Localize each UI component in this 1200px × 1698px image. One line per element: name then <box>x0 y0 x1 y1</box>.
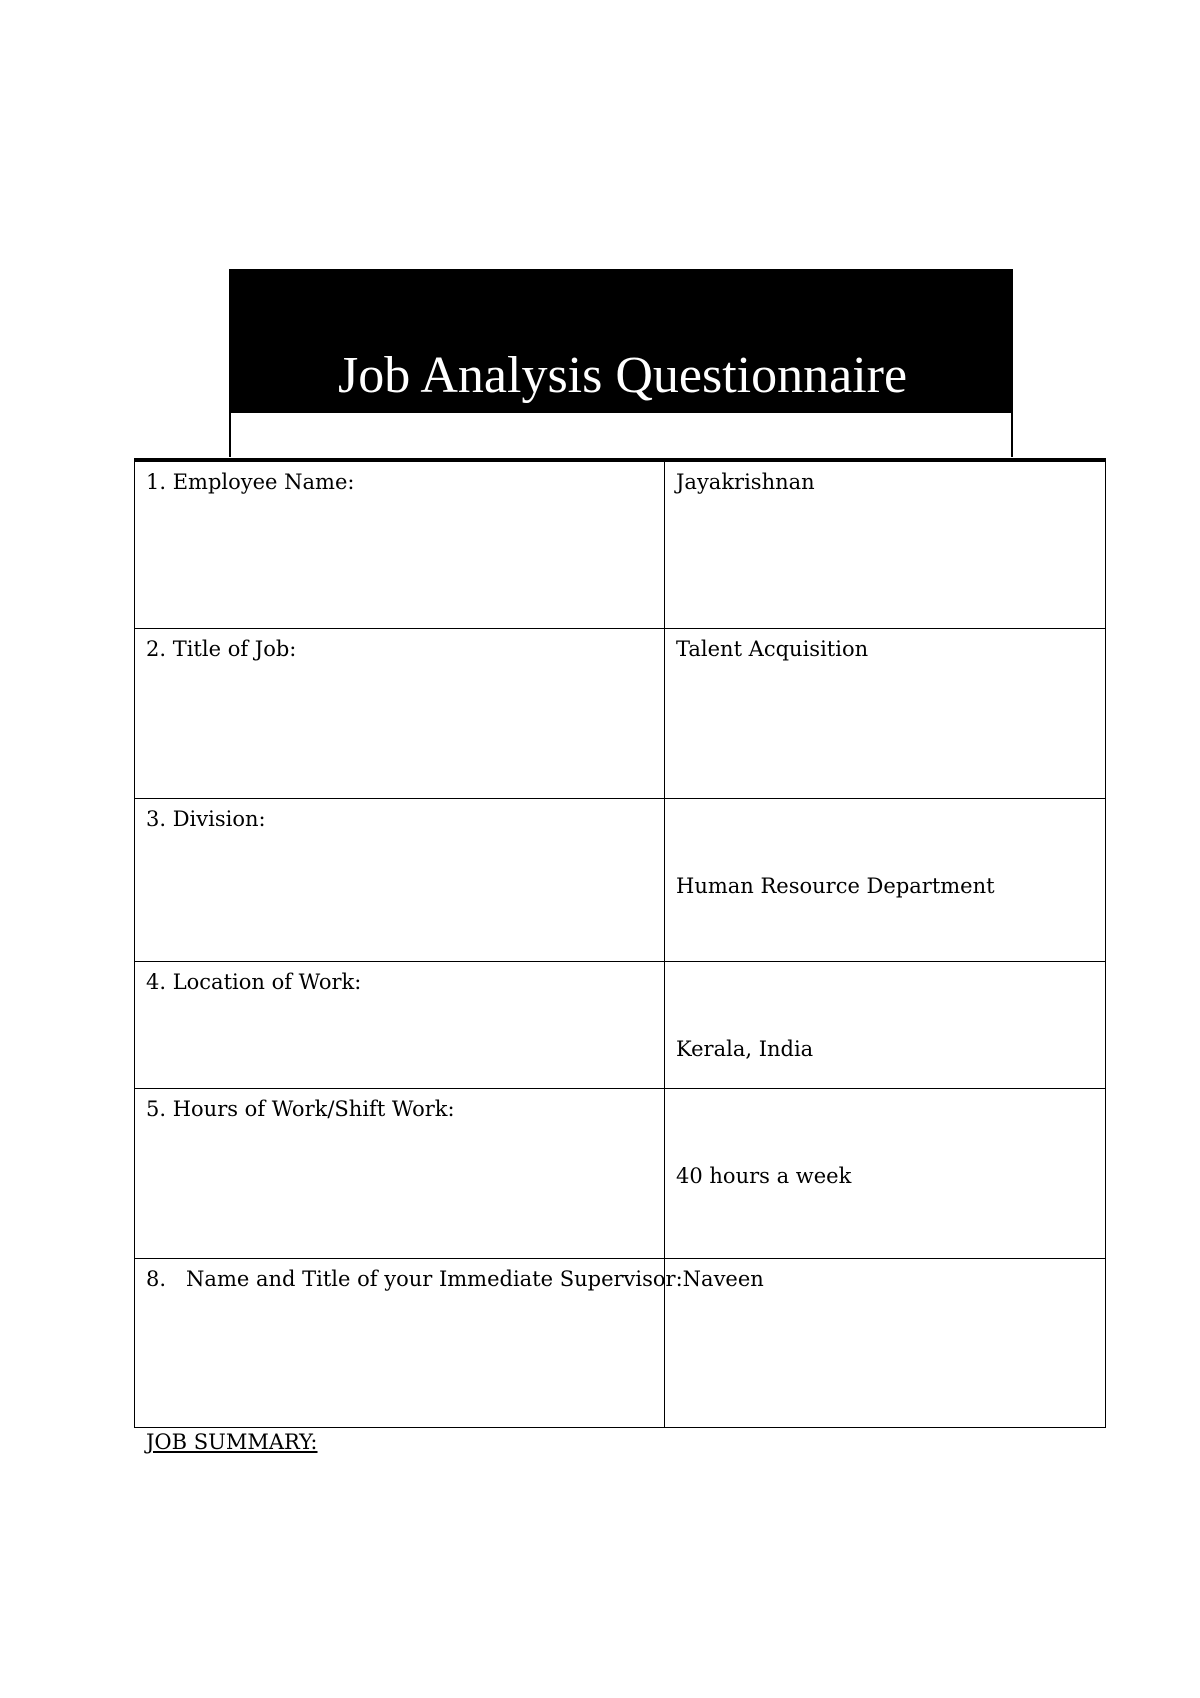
field-value: Naveen <box>676 1266 764 1291</box>
field-value: Kerala, India <box>676 1036 814 1061</box>
field-label-cell <box>135 1088 665 1258</box>
field-label: 2. Title of Job: <box>146 636 297 661</box>
table-row <box>135 798 1106 961</box>
table-row <box>135 1088 1106 1258</box>
field-label-cell <box>135 460 665 628</box>
field-value-cell <box>665 460 1106 628</box>
field-value-cell <box>665 798 1106 961</box>
field-value-cell <box>665 1258 1106 1427</box>
field-label: 5. Hours of Work/Shift Work: <box>146 1096 455 1121</box>
field-label: 4. Location of Work: <box>146 969 362 994</box>
table-row <box>135 1258 1106 1427</box>
field-value-cell <box>665 961 1106 1088</box>
title-header <box>229 269 1013 457</box>
job-summary-label: JOB SUMMARY: <box>146 1430 318 1454</box>
field-value: Human Resource Department <box>676 873 995 898</box>
field-value: Talent Acquisition <box>676 636 869 661</box>
field-value: Jayakrishnan <box>676 470 815 494</box>
field-value-cell <box>665 1088 1106 1258</box>
field-value-cell <box>665 628 1106 798</box>
table-row <box>135 961 1106 1088</box>
questionnaire-table <box>134 458 1106 1428</box>
field-label-cell <box>135 1258 683 1427</box>
field-label-cell <box>135 961 665 1088</box>
field-label-cell <box>135 628 665 798</box>
field-label: 3. Division: <box>146 806 266 831</box>
field-label: 8. Name and Title of your Immediate Supervisor: <box>146 1266 683 1291</box>
field-label: 1. Employee Name: <box>146 470 355 494</box>
table-row <box>135 460 1106 628</box>
document-title: Job Analysis Questionnaire <box>338 347 908 404</box>
field-value: 40 hours a week <box>676 1163 852 1188</box>
table-row <box>135 628 1106 798</box>
field-label-cell <box>135 798 665 961</box>
